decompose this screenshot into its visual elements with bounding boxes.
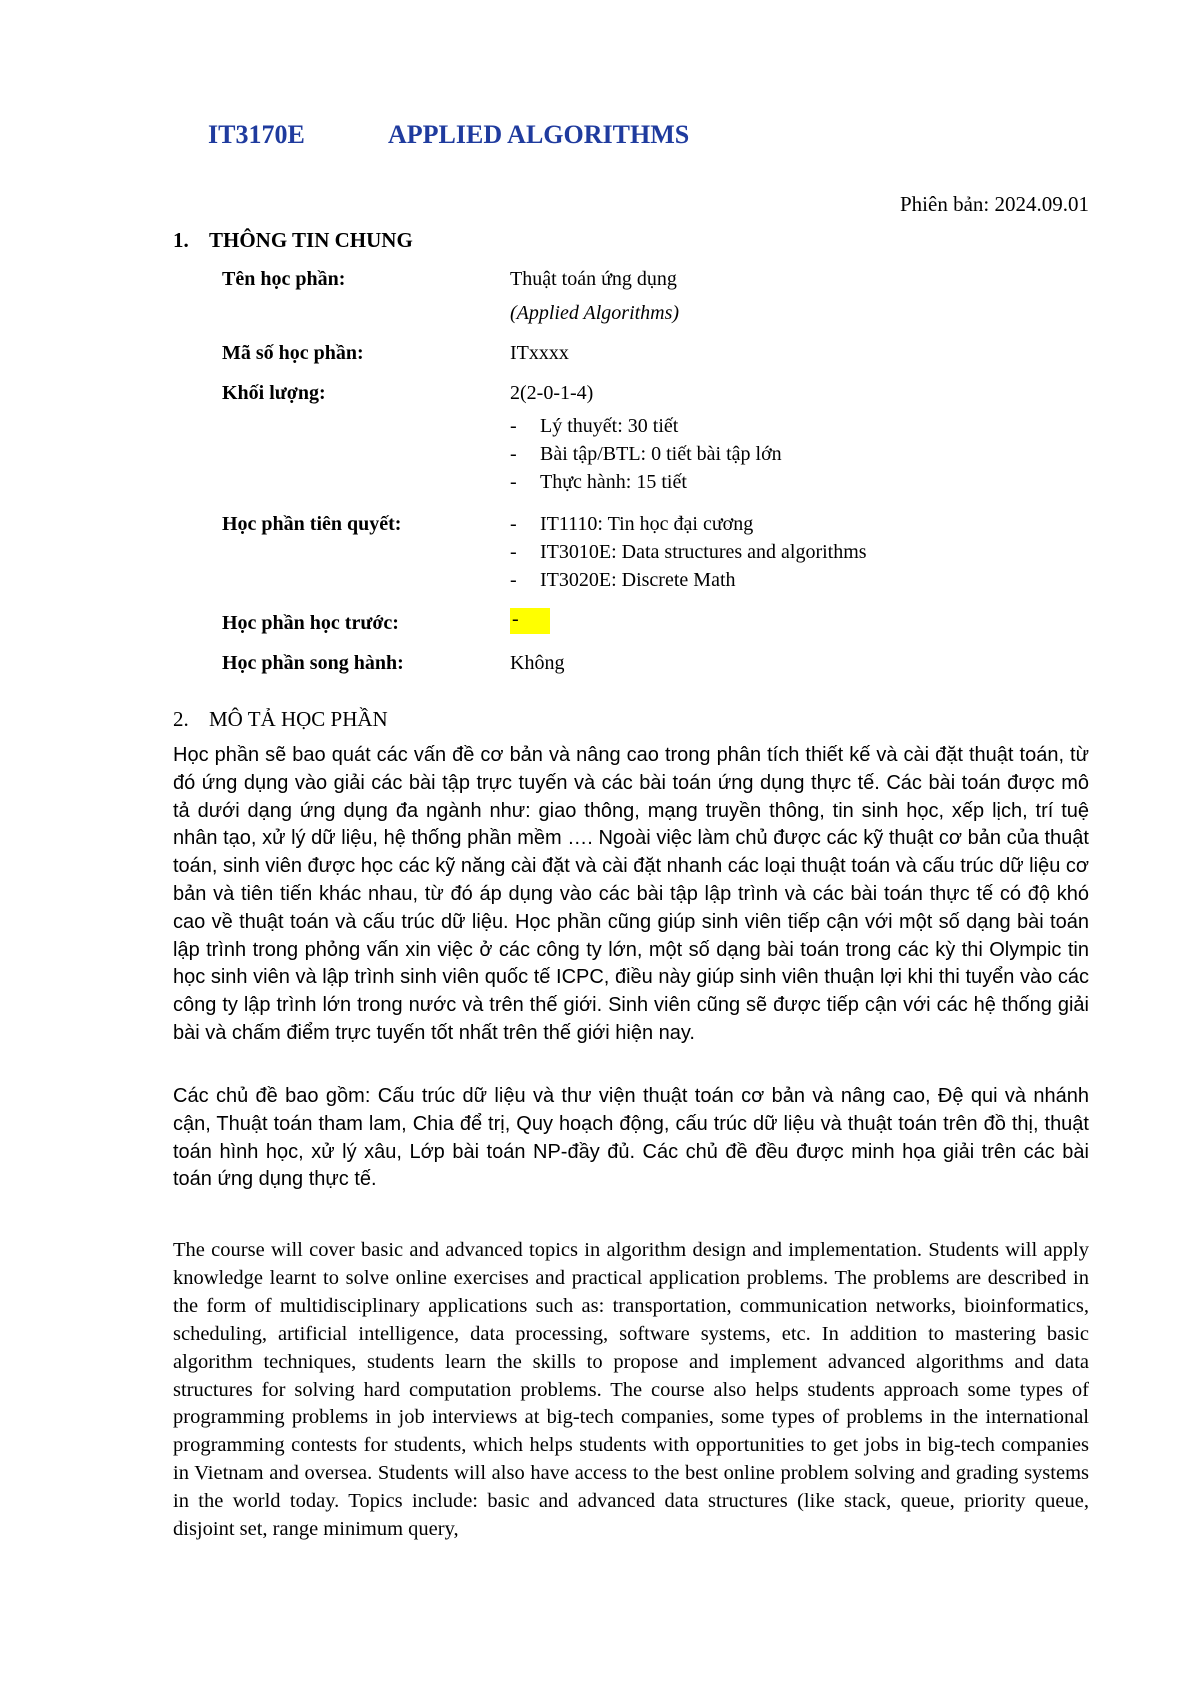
tien-quyet-item: - IT1110: Tin học đại cương (510, 513, 754, 535)
value-ma-so: ITxxxx (510, 342, 569, 364)
section-2-heading (173, 707, 388, 732)
tien-quyet-item: - IT3010E: Data structures and algorithms (510, 541, 867, 563)
label-song-hanh: Học phần song hành: (222, 652, 404, 674)
description-vi-paragraph-1: Học phần sẽ bao quát các vấn đề cơ bản và nâng cao trong phân tích thiết kế và cài đặt thuật toán, từ đó ứng dụng vào giải các bài tập trực tuyến và các bài toán ứng dụng thực tế. Các bài toán được mô tả dưới dạng ứng dụng đa ngành như: giao thông, mạng truyền thông, tin sinh học, xếp lịch, trí tuệ nhân tạo, xử lý dữ liệu, hệ thống phần mềm …. Ngoài việc làm chủ được các kỹ thuật cơ bản của thuật toán, sinh viên được học các kỹ năng cài đặt và cài đặt nhanh các loại thuật toán và cấu trúc dữ liệu cơ bản và tiên tiến khác nhau, từ đó áp dụng vào các bài tập lập trình và các bài toán thực tế có độ khó cao về thuật toán và cấu trúc dữ liệu. Học phần cũng giúp sinh viên tiếp cận với một số dạng bài toán lập trình trong phỏng vấn xin việc ở các công ty lớn, một số dạng bài toán trong các kỳ thi Olympic tin học sinh viên và lập trình sinh viên quốc tế ICPC, điều này giúp sinh viên thuận lợi khi thi tuyển vào các công ty lập trình lớn trong nước và trên thế giới. Sinh viên cũng sẽ được tiếp cận với các hệ thống giải bài và chấm điểm trực tuyến tốt nhất trên thế giới hiện nay. (173, 744, 1089, 1044)
description-vi-paragraph-2: Các chủ đề bao gồm: Cấu trúc dữ liệu và thư viện thuật toán cơ bản và nâng cao, Đệ qui và nhánh cận, Thuật toán tham lam, Chia để trị, Quy hoạch động, cấu trúc dữ liệu và thuật toán trên đồ thị, thuật toán hình học, xử lý xâu, Lớp bài toán NP-đầy đủ. Các chủ đề đều được minh họa giải trên các bài toán ứng dụng thực tế. (173, 1085, 1089, 1191)
label-ten-hoc-phan: Tên học phần: (222, 268, 346, 290)
section-2-title: MÔ TẢ HỌC PHẦN (209, 707, 388, 731)
khoi-luong-item: - Thực hành: 15 tiết (510, 471, 687, 493)
label-hoc-truoc: Học phần học trước: (222, 612, 399, 634)
value-hoc-truoc (510, 610, 550, 642)
value-ten-hoc-phan: Thuật toán ứng dụng (510, 268, 677, 290)
label-khoi-luong: Khối lượng: (222, 382, 326, 404)
label-ma-so: Mã số học phần: (222, 342, 364, 364)
section-1-heading (173, 228, 413, 253)
section-1-title: THÔNG TIN CHUNG (209, 228, 413, 252)
label-tien-quyet: Học phần tiên quyết: (222, 513, 402, 535)
section-2-number: 2. (173, 707, 189, 731)
value-ten-hoc-phan-en: (Applied Algorithms) (510, 302, 680, 324)
description-en-paragraph: The course will cover basic and advanced topics in algorithm design and implementation. Students will apply knowledge learnt to solve online exercises and practical application problems. The problems are described in the form of multidisciplinary applications such as: transportation, communication networks, bioinformatics, scheduling, artificial intelligence, data processing, software systems, etc. In addition to mastering basic algorithm techniques, students learn the skills to propose and implement advanced algorithms and data structures for solving hard computation problems. The course also helps students approach some types of programming problems in job interviews at big-tech companies, some types of problems in the international programming contests for students, which helps students with opportunities to get jobs in big-tech companies in Vietnam and oversea. Students will also have access to the best online problem solving and grading systems in the world today. Topics include: basic and advanced data structures (like stack, queue, priority queue, disjoint set, range minimum query, (173, 1239, 1089, 1541)
tien-quyet-item: - IT3020E: Discrete Math (510, 569, 736, 591)
khoi-luong-item: - Lý thuyết: 30 tiết (510, 415, 679, 437)
highlight-marker: - (510, 608, 550, 634)
course-title (208, 120, 690, 150)
course-name: APPLIED ALGORITHMS (388, 120, 690, 149)
course-code: IT3170E (208, 120, 305, 149)
section-1-number: 1. (173, 228, 189, 252)
khoi-luong-item: - Bài tập/BTL: 0 tiết bài tập lớn (510, 443, 782, 465)
value-song-hanh: Không (510, 652, 565, 674)
version-label: Phiên bản: 2024.09.01 (900, 192, 1089, 216)
value-khoi-luong: 2(2-0-1-4) (510, 382, 594, 404)
